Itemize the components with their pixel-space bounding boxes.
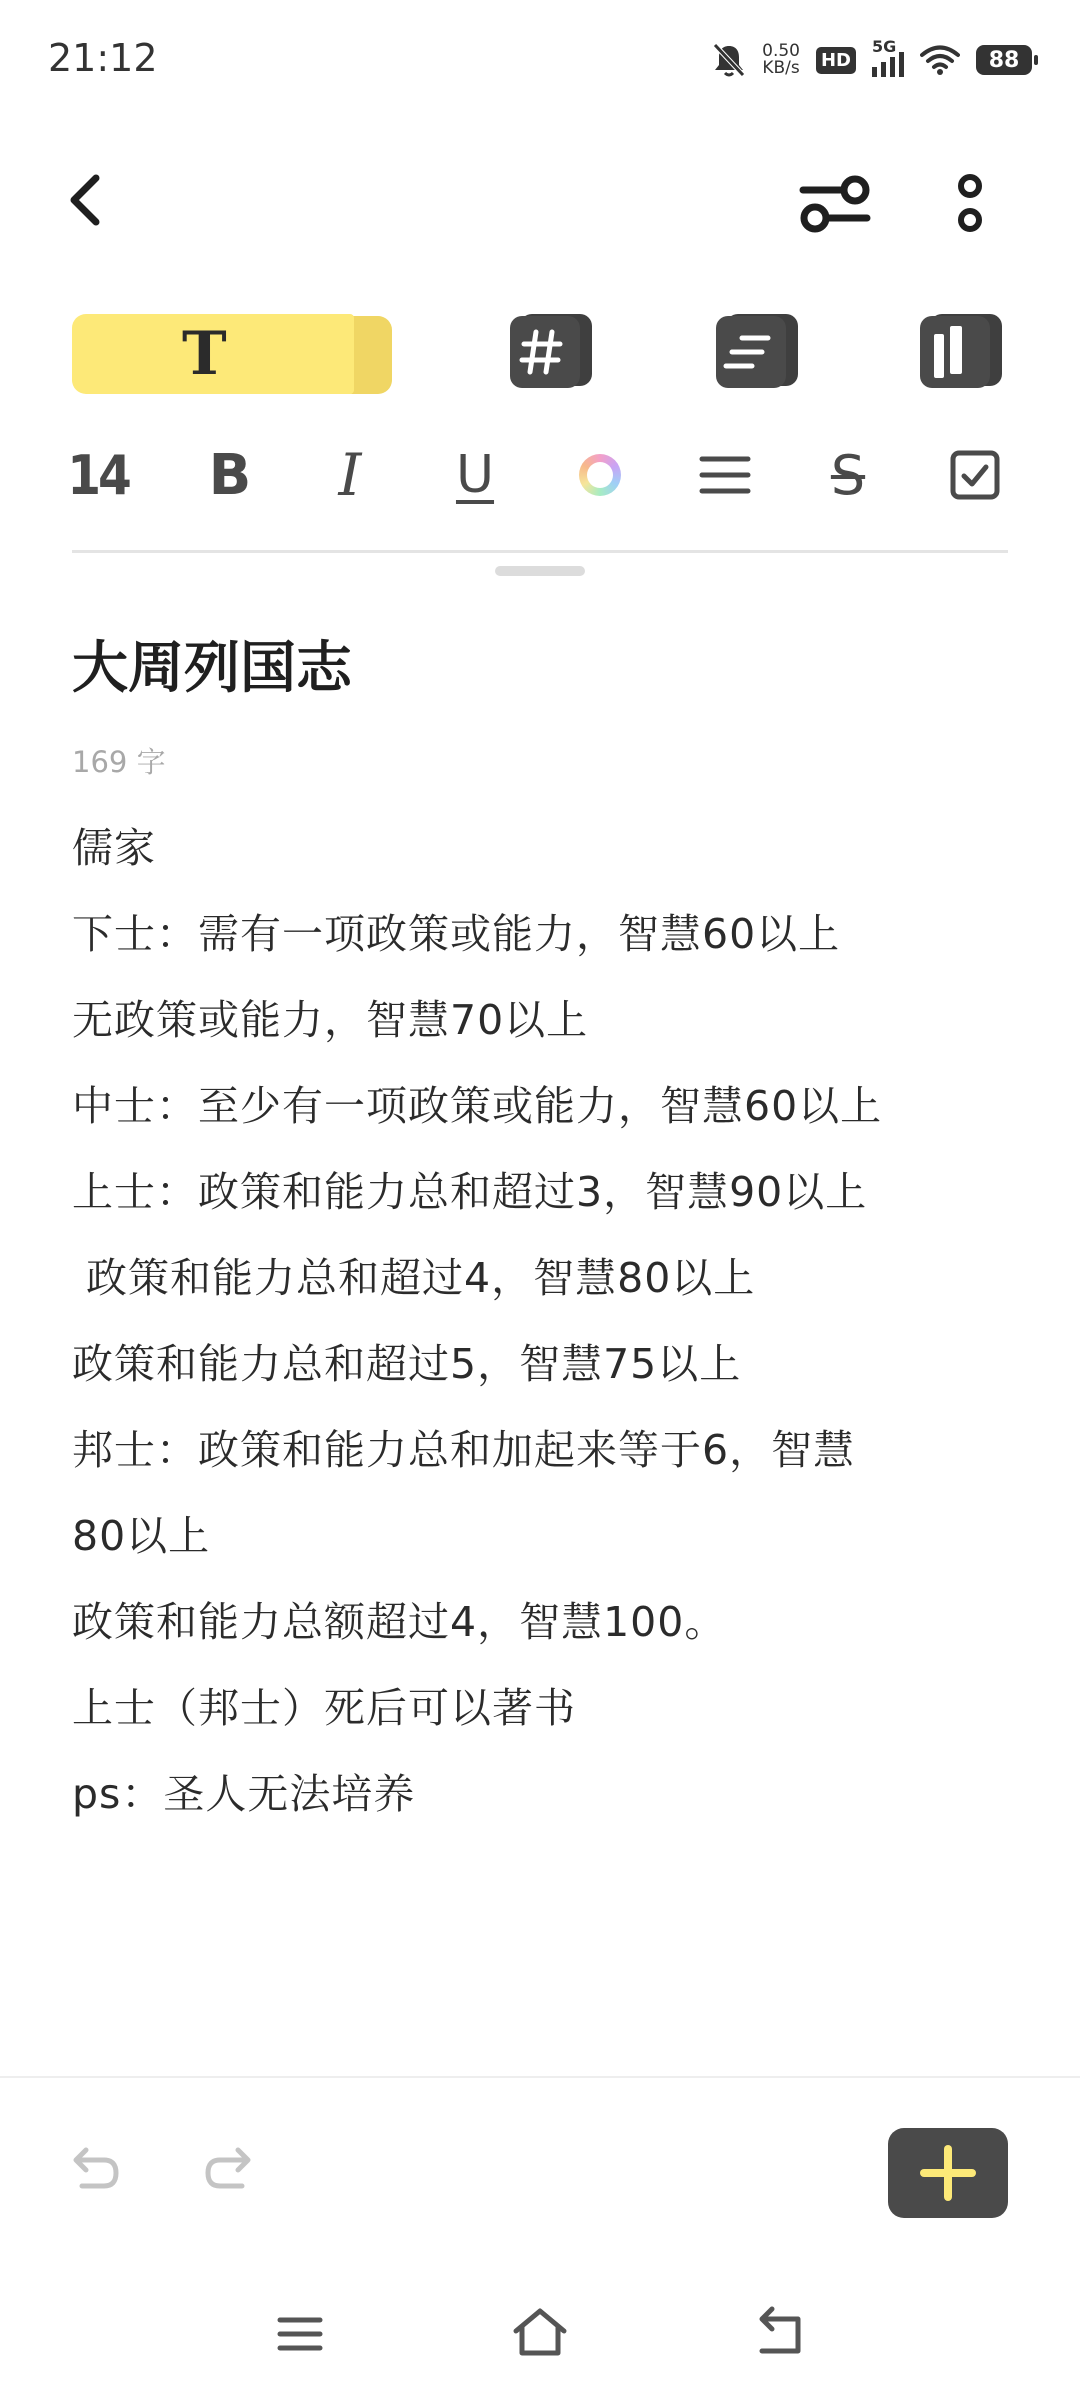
add-button[interactable]	[888, 2128, 1008, 2218]
checkbox-button[interactable]	[945, 430, 1005, 520]
menu-icon[interactable]	[276, 2310, 324, 2358]
status-bar	[0, 0, 1080, 120]
more-icon[interactable]	[940, 168, 1000, 238]
note-line: 80以上	[72, 1512, 211, 1560]
redo-icon[interactable]	[200, 2140, 260, 2200]
text-style-tab[interactable]	[72, 314, 394, 394]
note-line: ps：圣人无法培养	[72, 1770, 416, 1818]
undo-icon[interactable]	[64, 2140, 124, 2200]
layout-style-icon[interactable]	[916, 310, 1006, 390]
note-body[interactable]	[72, 805, 1032, 1837]
bell-mute-icon	[712, 42, 746, 78]
back-icon[interactable]	[752, 2305, 808, 2359]
header	[0, 150, 1080, 260]
underline-button[interactable]: U	[455, 445, 495, 505]
note-line: 政策和能力总额超过4，智慧100。	[72, 1598, 727, 1646]
text-style-icon: T	[182, 319, 227, 389]
color-picker-icon	[579, 454, 621, 496]
toolbar-divider	[72, 550, 1008, 553]
note-line: 上士：政策和能力总和超过3，智慧90以上	[72, 1168, 868, 1216]
align-button[interactable]	[695, 430, 755, 520]
align-icon	[698, 453, 752, 497]
network-speed-unit: KB/s	[762, 58, 800, 78]
battery-level: 88	[988, 47, 1020, 73]
add-icon	[918, 2143, 978, 2203]
word-count: 169 字	[72, 745, 166, 779]
italic-button[interactable]: I	[338, 441, 362, 509]
note-line: 上士（邦士）死后可以著书	[72, 1684, 576, 1732]
note-line: 政策和能力总和超过5，智慧75以上	[72, 1340, 742, 1388]
note-title[interactable]: 大周列国志	[72, 636, 352, 701]
tab-3d-side	[348, 316, 392, 394]
list-style-icon[interactable]	[712, 310, 802, 390]
note-line: 下士：需有一项政策或能力，智慧60以上	[72, 910, 841, 958]
back-arrow-icon[interactable]	[58, 170, 118, 230]
bottom-divider	[0, 2076, 1080, 2078]
note-line: 中士：至少有一项政策或能力，智慧60以上	[72, 1082, 883, 1130]
battery-icon	[976, 45, 1032, 75]
status-icons	[712, 38, 1032, 82]
bold-button[interactable]: B	[208, 442, 252, 508]
home-icon[interactable]	[510, 2305, 570, 2359]
note-line: 邦士：政策和能力总和加起来等于6，智慧	[72, 1426, 856, 1474]
checkbox-icon	[949, 449, 1001, 501]
font-size-button[interactable]: 14	[67, 443, 129, 507]
filter-icon[interactable]	[795, 168, 875, 238]
text-color-button[interactable]	[570, 430, 630, 520]
style-tabs	[0, 300, 1080, 410]
note-line: 无政策或能力，智慧70以上	[72, 996, 589, 1044]
note-line: 政策和能力总和超过4，智慧80以上	[72, 1254, 756, 1302]
hd-icon: HD	[816, 47, 856, 74]
format-toolbar	[0, 430, 1080, 520]
network-type-label: 5G	[872, 37, 897, 56]
note-line: 儒家	[72, 824, 156, 872]
signal-icon	[872, 37, 904, 77]
network-speed	[762, 43, 800, 77]
drag-handle[interactable]	[495, 566, 585, 576]
strikethrough-button[interactable]: S	[830, 443, 866, 507]
wifi-icon	[920, 44, 960, 76]
network-speed-value: 0.50	[762, 41, 800, 61]
hashtag-style-icon[interactable]	[506, 310, 596, 390]
status-time: 21:12	[48, 36, 158, 80]
